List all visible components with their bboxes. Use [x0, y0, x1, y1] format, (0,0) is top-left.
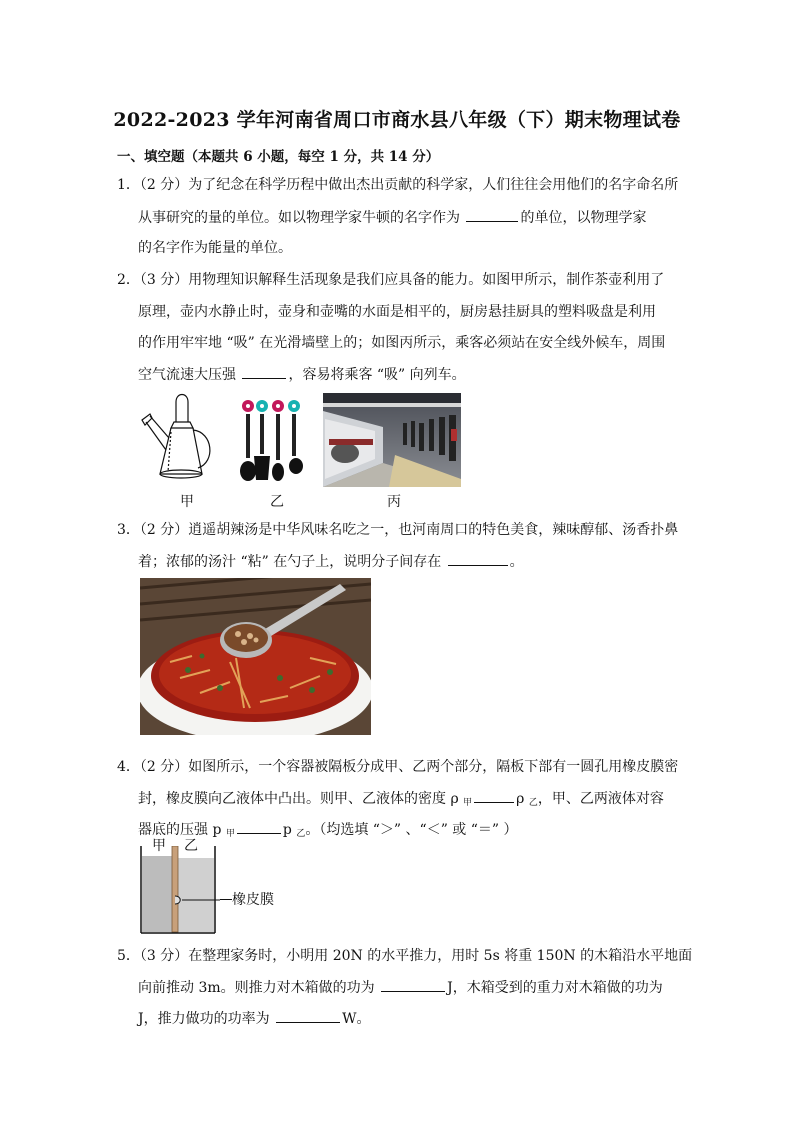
caption-yi: 乙	[270, 494, 284, 510]
caption-bing: 丙	[387, 494, 401, 510]
q4-text: 封，橡皮膜向乙液体中凸出。则甲、乙液体的密度 ρ	[138, 791, 464, 807]
container-figure	[138, 846, 220, 936]
utensils-figure	[238, 396, 310, 486]
container-label-jia: 甲	[152, 838, 166, 854]
q2-blank[interactable]	[242, 364, 286, 379]
q3-text: 。	[509, 554, 524, 570]
q5-text: J，木箱受到的重力对木箱做的功为	[447, 980, 663, 996]
q5-blank-work[interactable]	[381, 977, 445, 992]
subscript-jia: 甲	[225, 829, 235, 839]
q4-blank-pressure[interactable]	[237, 819, 281, 834]
q2-line2: 原理，壶内水静止时，壶身和壶嘴的水面是相平的，厨房悬挂厨具的塑料吸盘是利用	[138, 304, 656, 320]
q2-line3: 的作用牢牢地 “吸” 在光滑墙壁上的；如图丙所示，乘客必须站在安全线外候车，周围	[138, 335, 666, 351]
subscript-jia: 甲	[463, 798, 473, 808]
q2-line4	[138, 364, 466, 385]
q5-text: J，推力做功的功率为	[138, 1011, 275, 1027]
q1-line3: 的名字作为能量的单位。	[138, 240, 292, 256]
membrane-pointer	[220, 899, 232, 900]
q4-text: ，甲、乙两液体对容	[537, 791, 664, 807]
section-heading: 一、填空题（本题共 6 小题，每空 1 分，共 14 分）	[117, 149, 440, 165]
teapot-figure	[138, 392, 218, 484]
q1-text: 的单位，以物理学家	[520, 210, 647, 226]
q5-blank-power[interactable]	[276, 1008, 340, 1023]
hot-spicy-soup-photo	[140, 578, 371, 735]
q4-line1: 4．（2 分）如图所示，一个容器被隔板分成甲、乙两个部分，隔板下部有一圆孔用橡皮膜密	[117, 759, 679, 775]
q3-text: 着；浓郁的汤汁 “粘” 在勺子上，说明分子间存在	[138, 554, 446, 570]
q1-line2	[138, 207, 646, 228]
q5-line1: 5．（3 分）在整理家务时，小明用 20N 的水平推力，用时 5s 将重 150N 的木箱沿水平地面	[117, 948, 693, 964]
q2-text: 空气流速大压强	[138, 367, 241, 383]
q4-line2	[138, 788, 664, 813]
caption-jia: 甲	[180, 494, 194, 510]
q4-text: 。（均选填 “＞” 、“＜” 或 “＝” ）	[305, 822, 518, 838]
q2-line1: 2．（3 分）用物理知识解释生活现象是我们应具备的能力。如图甲所示，制作茶壶利用了	[117, 272, 665, 288]
q1-line1: 1．（2 分）为了纪念在科学历程中做出杰出贡献的科学家，人们往往会用他们的名字命名所	[117, 177, 679, 193]
q4-blank-density[interactable]	[474, 788, 514, 803]
container-label-yi: 乙	[184, 838, 198, 854]
membrane-label: 橡皮膜	[232, 892, 274, 908]
q4-text: 器底的压强 p	[138, 822, 226, 838]
q3-line1: 3．（2 分）逍遥胡辣汤是中华风味名吃之一，也河南周口的特色美食，辣味醇郁、汤香扑鼻	[117, 522, 679, 538]
q4-text: ρ	[516, 791, 529, 807]
q5-line2	[138, 977, 663, 998]
q1-blank[interactable]	[466, 207, 518, 222]
q4-text: p	[282, 822, 297, 838]
q1-text: 从事研究的量的单位。如以物理学家牛顿的名字作为	[138, 210, 465, 226]
train-station-photo	[323, 393, 461, 487]
q5-text: W。	[342, 1011, 371, 1027]
q3-blank[interactable]	[448, 551, 508, 566]
q5-text: 向前推动 3m。则推力对木箱做的功为	[138, 980, 380, 996]
page-title: 2022-2023 学年河南省周口市商水县八年级（下）期末物理试卷	[113, 109, 681, 131]
q5-line3	[138, 1008, 370, 1029]
q2-text: ，容易将乘客 “吸” 向列车。	[288, 367, 466, 383]
subscript-yi: 乙	[528, 798, 538, 808]
q3-line2	[138, 551, 524, 572]
subscript-yi: 乙	[296, 829, 306, 839]
